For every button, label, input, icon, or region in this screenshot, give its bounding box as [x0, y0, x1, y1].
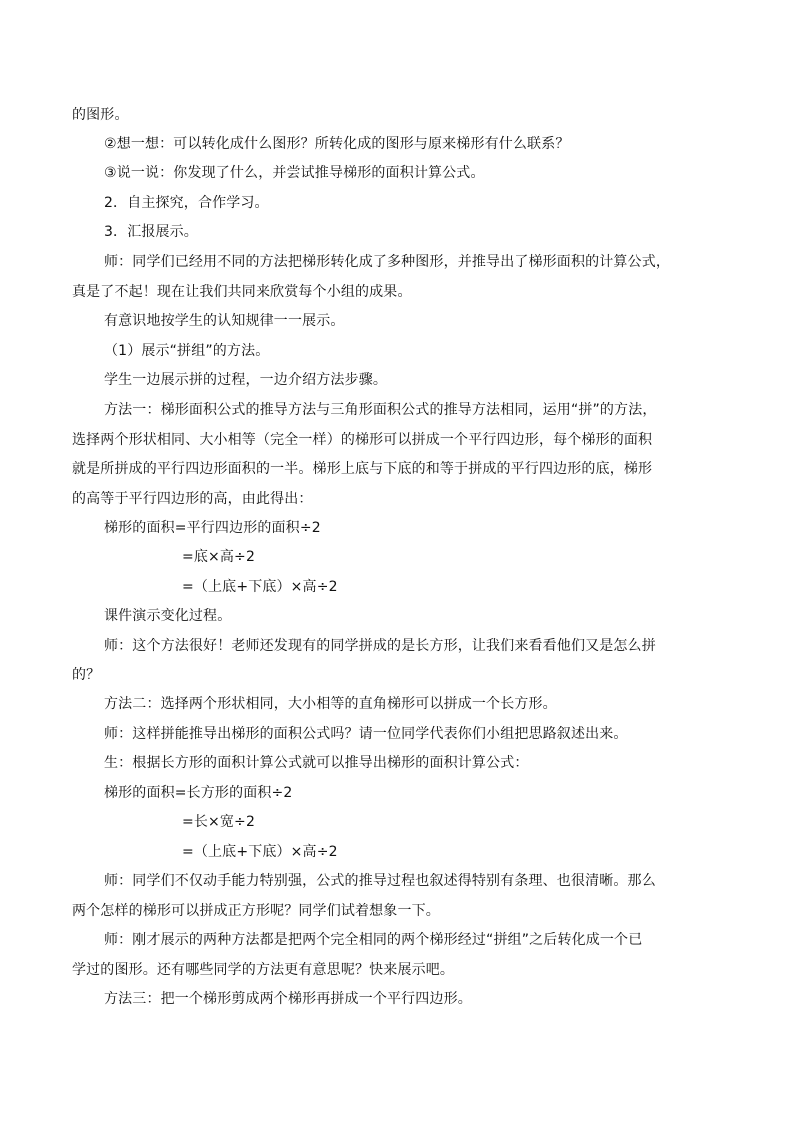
- formula-line: =长×宽÷2: [182, 814, 255, 830]
- text-line: 师：同学们已经用不同的方法把梯形转化成了多种图形，并推导出了梯形面积的计算公式，: [104, 254, 670, 270]
- text-line: 两个怎样的梯形可以拼成正方形呢？同学们试着想象一下。: [72, 903, 440, 919]
- text-line: （1）展示“拼组”的方法。: [104, 343, 270, 359]
- text-line: 师：这个方法很好！老师还发现有的同学拼成的是长方形，让我们来看看他们又是怎么拼: [104, 638, 656, 654]
- formula-line: =（上底+下底）×高÷2: [182, 579, 338, 595]
- text-line: 生：根据长方形的面积计算公式就可以推导出梯形的面积计算公式：: [104, 755, 529, 771]
- formula-line: 梯形的面积=平行四边形的面积÷2: [104, 520, 321, 536]
- text-line: 方法一：梯形面积公式的推导方法与三角形面积公式的推导方法相同，运用“拼”的方法，: [104, 402, 657, 418]
- formula-line: 梯形的面积=长方形的面积÷2: [104, 785, 293, 801]
- formula-line: =（上底+下底）×高÷2: [182, 844, 338, 860]
- text-line: 3．汇报展示。: [104, 224, 198, 240]
- text-line: 的？: [72, 667, 101, 683]
- text-line: 方法三：把一个梯形剪成两个梯形再拼成一个平行四边形。: [104, 991, 472, 1007]
- text-line: 课件演示变化过程。: [104, 608, 232, 624]
- text-line: ②想一想：可以转化成什么图形？所转化成的图形与原来梯形有什么联系？: [104, 136, 570, 152]
- text-line: 就是所拼成的平行四边形面积的一半。梯形上底与下底的和等于拼成的平行四边形的底，梯形: [72, 461, 653, 477]
- text-line: ③说一说：你发现了什么，并尝试推导梯形的面积计算公式。: [104, 165, 485, 181]
- text-line: 方法二：选择两个形状相同，大小相等的直角梯形可以拼成一个长方形。: [104, 696, 557, 712]
- text-line: 学生一边展示拼的过程，一边介绍方法步骤。: [104, 372, 387, 388]
- text-line: 有意识地按学生的认知规律一一展示。: [104, 313, 345, 329]
- formula-line: =底×高÷2: [182, 549, 255, 565]
- text-line: 师：刚才展示的两种方法都是把两个完全相同的两个梯形经过“拼组”之后转化成一个已: [104, 932, 643, 948]
- text-line: 师：同学们不仅动手能力特别强，公式的推导过程也叙述得特别有条理、也很清晰。那么: [104, 873, 656, 889]
- text-line: 真是了不起！现在让我们共同来欣赏每个小组的成果。: [72, 284, 412, 300]
- text-line: 选择两个形状相同、大小相等（完全一样）的梯形可以拼成一个平行四边形，每个梯形的面积: [72, 432, 653, 448]
- text-line: 师：这样拼能推导出梯形的面积公式吗？请一位同学代表你们小组把思路叙述出来。: [104, 726, 628, 742]
- text-line: 的图形。: [72, 107, 129, 123]
- text-line: 学过的图形。还有哪些同学的方法更有意思呢？快来展示吧。: [72, 962, 455, 978]
- text-line: 的高等于平行四边形的高，由此得出：: [72, 491, 313, 507]
- text-line: 2．自主探究，合作学习。: [104, 195, 269, 211]
